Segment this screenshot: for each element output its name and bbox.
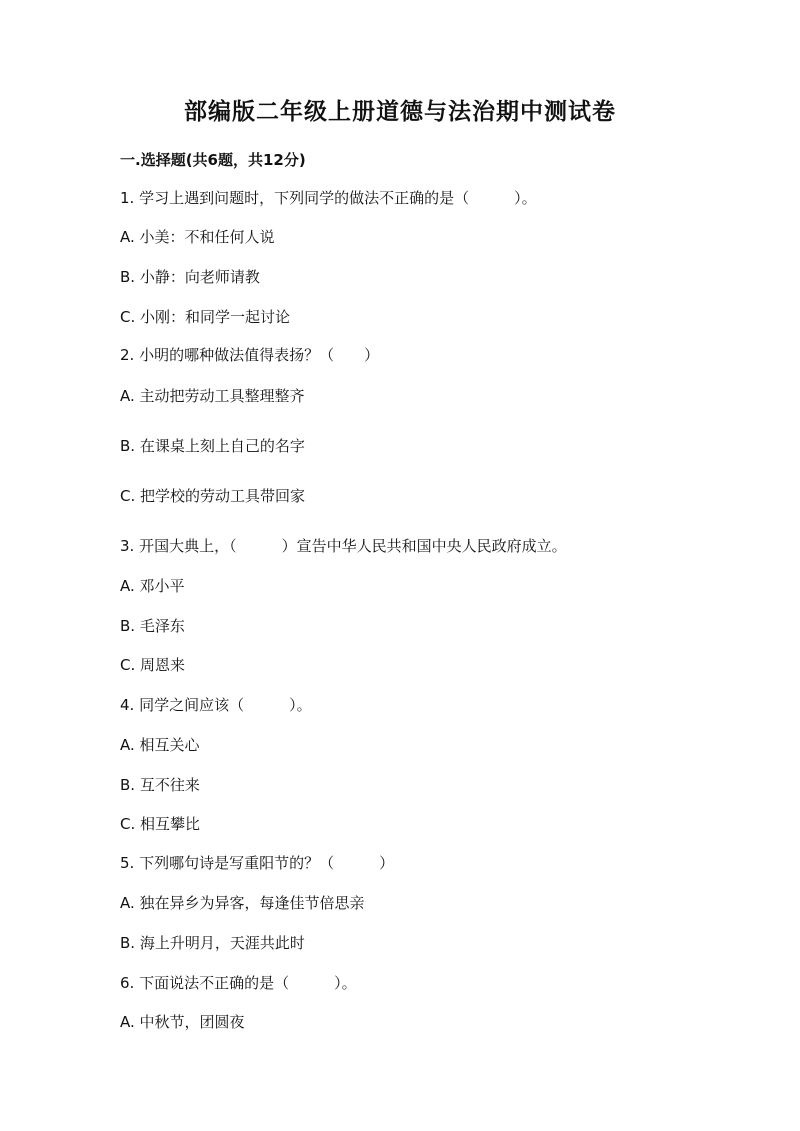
- question-stem-3: 3. 开国大典上，（ ）宣告中华人民共和国中央人民政府成立。: [120, 537, 567, 555]
- question-stem-1: 1. 学习上遇到问题时，下列同学的做法不正确的是（ ）。: [120, 189, 537, 207]
- option-2-a: A. 主动把劳动工具整理整齐: [120, 387, 305, 405]
- option-1-b: B. 小静：向老师请教: [120, 268, 260, 286]
- option-3-c: C. 周恩来: [120, 656, 186, 674]
- option-4-a: A. 相互关心: [120, 736, 200, 754]
- option-1-c: C. 小刚：和同学一起讨论: [120, 308, 291, 326]
- option-6-a: A. 中秋节，团圆夜: [120, 1013, 245, 1031]
- option-2-c: C. 把学校的劳动工具带回家: [120, 487, 306, 505]
- option-3-b: B. 毛泽东: [120, 617, 185, 635]
- question-stem-6: 6. 下面说法不正确的是（ ）。: [120, 974, 357, 992]
- option-2-b: B. 在课桌上刻上自己的名字: [120, 437, 305, 455]
- option-3-a: A. 邓小平: [120, 577, 185, 595]
- option-5-a: A. 独在异乡为异客，每逢佳节倍思亲: [120, 894, 365, 912]
- option-5-b: B. 海上升明月，天涯共此时: [120, 934, 305, 952]
- section-heading: 一.选择题(共6题，共12分): [120, 151, 306, 169]
- question-stem-4: 4. 同学之间应该（ ）。: [120, 696, 312, 714]
- page-title: 部编版二年级上册道德与法治期中测试卷: [184, 99, 616, 125]
- option-4-b: B. 互不往来: [120, 776, 200, 794]
- question-stem-5: 5. 下列哪句诗是写重阳节的？（ ）: [120, 854, 395, 872]
- question-stem-2: 2. 小明的哪种做法值得表扬？（ ）: [120, 346, 380, 364]
- option-1-a: A. 小美：不和任何人说: [120, 228, 275, 246]
- option-4-c: C. 相互攀比: [120, 815, 201, 833]
